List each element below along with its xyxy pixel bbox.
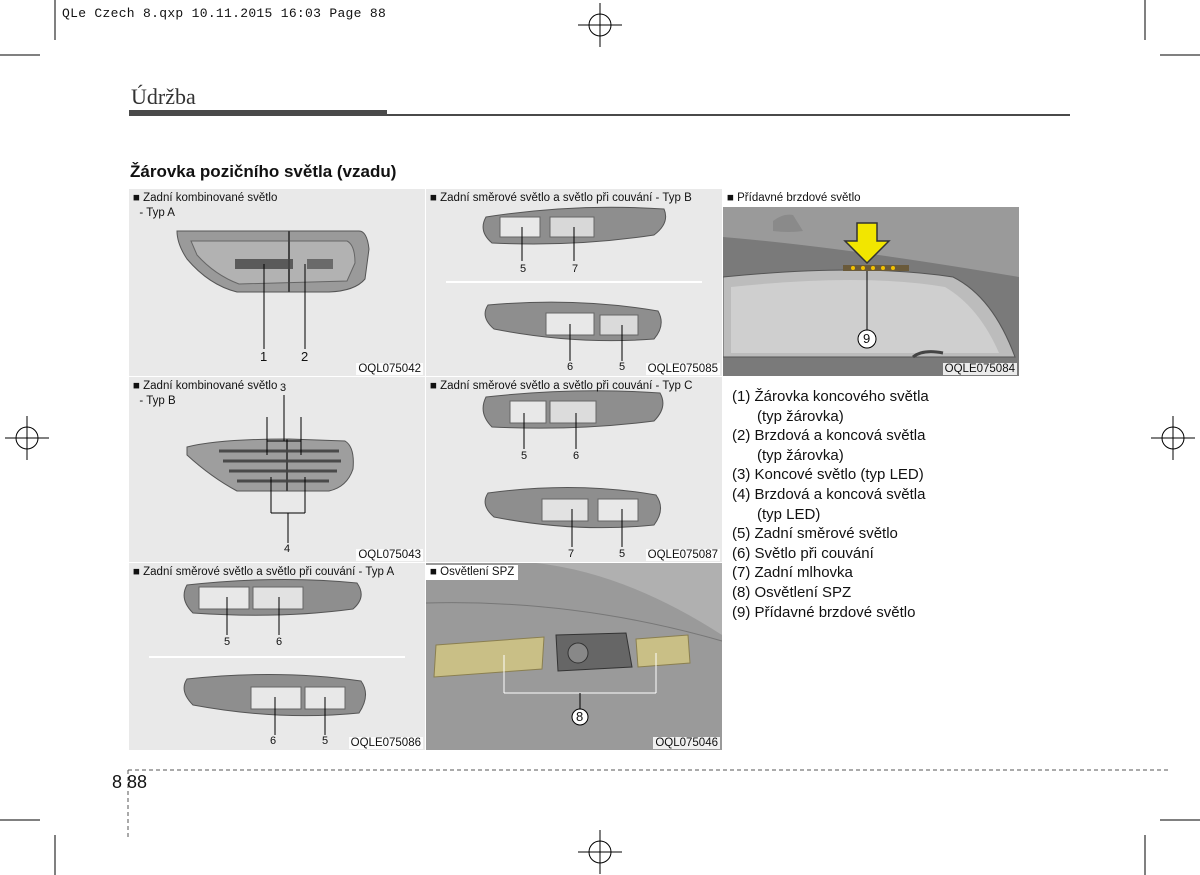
turn-reverse-type-c-illustration <box>426 377 722 562</box>
panel-caption: ■ Zadní směrové světlo a světlo při couvání - Typ B <box>430 192 692 204</box>
callout-4: 4 <box>284 543 291 555</box>
panel-caption: ■ Zadní kombinované světlo - Typ B <box>133 380 278 407</box>
callout-2: 2 <box>301 349 309 364</box>
page-heading: Žárovka pozičního světla (vzadu) <box>130 162 397 181</box>
panel-caption: ■ Zadní směrové světlo a světlo při couvání - Typ C <box>430 380 693 392</box>
legend-item: (2) Brzdová a koncová světla <box>732 427 926 445</box>
legend-item: (5) Zadní směrové světlo <box>732 525 898 543</box>
callout-5: 5 <box>322 735 329 747</box>
bulb-legend <box>732 387 929 622</box>
license-plate-lamp-illustration <box>426 563 722 750</box>
figure-code: OQLE075087 <box>647 549 718 561</box>
callout-6: 6 <box>276 636 283 648</box>
section-title: Údržba <box>131 84 196 109</box>
legend-item: (6) Světlo při couvání <box>732 544 874 562</box>
figure-code: OQLE075086 <box>350 737 421 749</box>
legend-item: (typ žárovka) <box>732 407 844 425</box>
panel-caption: ■ Zadní směrové světlo a světlo při couvání - Typ A <box>133 566 395 578</box>
turn-reverse-type-a-illustration <box>129 563 425 750</box>
page-number: 8 88 <box>112 772 148 792</box>
callout-5: 5 <box>619 548 626 560</box>
header-bar <box>129 110 387 116</box>
panel-rear-combo-type-a <box>129 189 425 376</box>
legend-item: (4) Brzdová a koncová světla <box>732 485 926 503</box>
callout-6: 6 <box>270 735 277 747</box>
figure-code: OQLE075085 <box>647 363 718 375</box>
panel-caption: ■ Přídavné brzdové světlo <box>723 191 1019 206</box>
legend-item: (typ LED) <box>732 505 821 523</box>
callout-8: 8 <box>576 709 584 724</box>
callout-5: 5 <box>520 263 527 275</box>
panel-rear-combo-type-b <box>129 377 425 562</box>
figure-code: OQL075043 <box>358 549 421 561</box>
callout-5: 5 <box>224 636 231 648</box>
header-rule <box>387 114 1070 116</box>
print-slug: QLe Czech 8.qxp 10.11.2015 16:03 Page 88 <box>62 6 387 21</box>
figure-code: OQL075042 <box>358 363 421 375</box>
callout-1: 1 <box>260 349 268 364</box>
legend-item: (7) Zadní mlhovka <box>732 564 853 582</box>
turn-reverse-type-b-illustration <box>426 189 722 376</box>
legend-item: (9) Přídavné brzdové světlo <box>732 603 916 621</box>
callout-7: 7 <box>568 548 575 560</box>
panel-license-plate-lamp <box>426 563 722 750</box>
legend-item: (1) Žárovka koncového světla <box>732 388 929 405</box>
callout-5: 5 <box>521 450 528 462</box>
panel-turn-reverse-type-c <box>426 377 722 562</box>
legend-item: (typ žárovka) <box>732 446 844 464</box>
callout-3: 3 <box>280 382 287 394</box>
panel-turn-reverse-type-b <box>426 189 722 376</box>
callout-5: 5 <box>619 361 626 373</box>
figure-code: OQLE075084 <box>944 363 1015 375</box>
panel-turn-reverse-type-a <box>129 563 425 750</box>
car-rear-illustration <box>723 207 1019 376</box>
panel-high-mount-stop-lamp <box>723 189 1019 376</box>
callout-6: 6 <box>567 361 574 373</box>
panel-caption: ■ Zadní kombinované světlo - Typ A <box>133 192 278 219</box>
callout-7: 7 <box>572 263 579 275</box>
panel-caption: ■ Osvětlení SPZ <box>426 565 518 580</box>
callout-6: 6 <box>573 450 580 462</box>
legend-item: (8) Osvětlení SPZ <box>732 583 852 601</box>
callout-9: 9 <box>863 331 871 346</box>
figure-code: OQL075046 <box>655 737 718 749</box>
legend-item: (3) Koncové světlo (typ LED) <box>732 466 924 484</box>
